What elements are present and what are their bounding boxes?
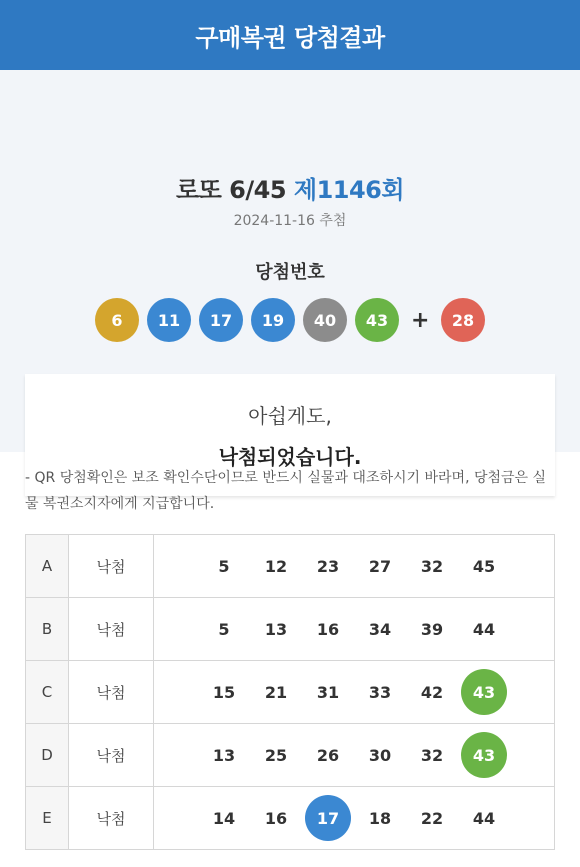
ticket-number: 15 <box>212 682 236 702</box>
ticket-numbers <box>154 661 555 724</box>
ticket-number: 5 <box>218 619 230 639</box>
ticket-status: 낙첨 <box>69 598 154 661</box>
ticket-numbers <box>154 787 555 850</box>
winning-numbers-label: 당첨번호 <box>255 262 325 283</box>
winning-number-ball: 19 <box>251 298 295 342</box>
ticket-number: 44 <box>472 808 496 828</box>
ticket-number: 39 <box>420 619 444 639</box>
draw-summary <box>0 70 580 469</box>
ticket-number: 45 <box>472 556 496 576</box>
draw-date: 2024-11-16 추첨 <box>233 213 347 229</box>
ticket-number: 16 <box>316 619 340 639</box>
ticket-number-matched: 17 <box>305 795 351 841</box>
page-header <box>0 0 580 70</box>
ticket-slot: C <box>26 661 69 724</box>
draw-title <box>0 170 580 205</box>
ticket-row <box>26 598 555 661</box>
ticket-slot: B <box>26 598 69 661</box>
ticket-numbers <box>154 598 555 661</box>
ticket-slot: A <box>26 535 69 598</box>
qr-notice: - QR 당첨확인은 보조 확인수단이므로 반드시 실물과 대조하시기 바라며, 당첨금은 실물 복권소지자에게 지급합니다. <box>25 470 547 512</box>
winning-number-ball: 6 <box>95 298 139 342</box>
ticket-number: 18 <box>368 808 392 828</box>
winning-number-ball: 11 <box>147 298 191 342</box>
ticket-number: 32 <box>420 556 444 576</box>
ticket-status: 낙첨 <box>69 661 154 724</box>
ticket-status: 낙첨 <box>69 787 154 850</box>
ticket-number: 26 <box>316 745 340 765</box>
ticket-number: 5 <box>218 556 230 576</box>
ticket-row <box>26 535 555 598</box>
ticket-number: 33 <box>368 682 392 702</box>
winning-numbers <box>0 298 580 342</box>
ticket-row <box>26 724 555 787</box>
ticket-number: 27 <box>368 556 392 576</box>
ticket-number: 12 <box>264 556 288 576</box>
ticket-slot: E <box>26 787 69 850</box>
ticket-number: 21 <box>264 682 288 702</box>
ticket-number: 25 <box>264 745 288 765</box>
ticket-number: 14 <box>212 808 236 828</box>
ticket-number: 13 <box>212 745 236 765</box>
ticket-number-matched: 43 <box>461 732 507 778</box>
ticket-status: 낙첨 <box>69 535 154 598</box>
ticket-numbers <box>154 724 555 787</box>
ticket-row <box>26 787 555 850</box>
ticket-numbers <box>154 535 555 598</box>
ticket-status: 낙첨 <box>69 724 154 787</box>
ticket-number-matched: 43 <box>461 669 507 715</box>
ticket-number: 13 <box>264 619 288 639</box>
winning-number-ball: 17 <box>199 298 243 342</box>
ticket-number: 34 <box>368 619 392 639</box>
ticket-table <box>25 534 555 850</box>
ticket-number: 16 <box>264 808 288 828</box>
ticket-number: 31 <box>316 682 340 702</box>
ticket-number: 42 <box>420 682 444 702</box>
winning-number-ball: 40 <box>303 298 347 342</box>
ticket-number: 23 <box>316 556 340 576</box>
bonus-number-ball: 28 <box>441 298 485 342</box>
ticket-number: 30 <box>368 745 392 765</box>
winning-number-ball: 43 <box>355 298 399 342</box>
ticket-number: 22 <box>420 808 444 828</box>
ticket-number: 44 <box>472 619 496 639</box>
result-message-line1: 아쉽게도, <box>248 404 332 428</box>
page-title: 구매복권 당첨결과 <box>195 23 385 52</box>
ticket-slot: D <box>26 724 69 787</box>
draw-title-prefix: 로또 6/45 <box>175 176 294 204</box>
ticket-row <box>26 661 555 724</box>
result-message-line2: 낙첨되었습니다. <box>218 445 362 469</box>
draw-round: 제1146회 <box>293 176 405 204</box>
ticket-number: 32 <box>420 745 444 765</box>
plus-sign: + <box>411 307 430 333</box>
